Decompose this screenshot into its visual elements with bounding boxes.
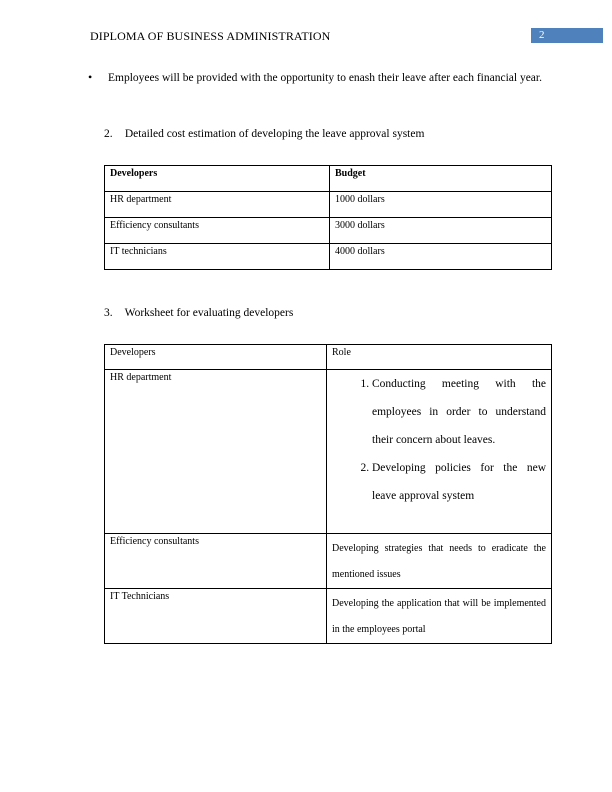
section-2-number: 2. <box>104 128 113 140</box>
table-cell: HR department <box>105 370 327 534</box>
table-row <box>105 370 552 534</box>
bullet-item <box>88 70 548 92</box>
table-cell: IT Technicians <box>105 589 327 644</box>
page-number-badge: 2 <box>531 28 603 43</box>
table-row <box>105 192 552 218</box>
table-header-row <box>105 345 552 370</box>
section-3-title: Worksheet for evaluating developers <box>124 307 294 319</box>
table-row <box>105 218 552 244</box>
table-cell <box>327 370 552 534</box>
table-cell: Developing the application that will be implemented in the employees portal <box>327 589 552 644</box>
table-cell: 1000 dollars <box>330 192 552 218</box>
worksheet-table <box>104 344 552 644</box>
list-item: 2. Developing policies for the new leave approval system <box>372 454 546 510</box>
table-row <box>105 244 552 270</box>
table-cell: HR department <box>105 192 330 218</box>
section-2-heading <box>104 128 424 140</box>
bullet-text: Employees will be provided with the opportunity to enash their leave after each financial year. <box>108 72 542 84</box>
section-3-heading <box>104 307 293 319</box>
bullet-icon: • <box>88 70 93 84</box>
list-item: 1. Conducting meeting with the employees in order to understand their concern about leaves. <box>372 370 546 454</box>
table-cell: IT technicians <box>105 244 330 270</box>
table-header-cell: Budget <box>330 166 552 192</box>
table-cell: 3000 dollars <box>330 218 552 244</box>
document-header-title: DIPLOMA OF BUSINESS ADMINISTRATION <box>90 29 331 43</box>
table-cell: Developing strategies that needs to eradicate the mentioned issues <box>327 534 552 589</box>
section-2-title: Detailed cost estimation of developing the leave approval system <box>124 128 425 140</box>
table-header-cell: Role <box>327 345 552 370</box>
table-cell: Efficiency consultants <box>105 218 330 244</box>
table-cell: 4000 dollars <box>330 244 552 270</box>
budget-table <box>104 165 552 270</box>
table-row <box>105 534 552 589</box>
table-cell: Efficiency consultants <box>105 534 327 589</box>
table-header-cell: Developers <box>105 345 327 370</box>
section-3-number: 3. <box>104 307 113 319</box>
table-row <box>105 589 552 644</box>
table-header-row <box>105 166 552 192</box>
table-header-cell: Developers <box>105 166 330 192</box>
role-list <box>332 370 546 510</box>
